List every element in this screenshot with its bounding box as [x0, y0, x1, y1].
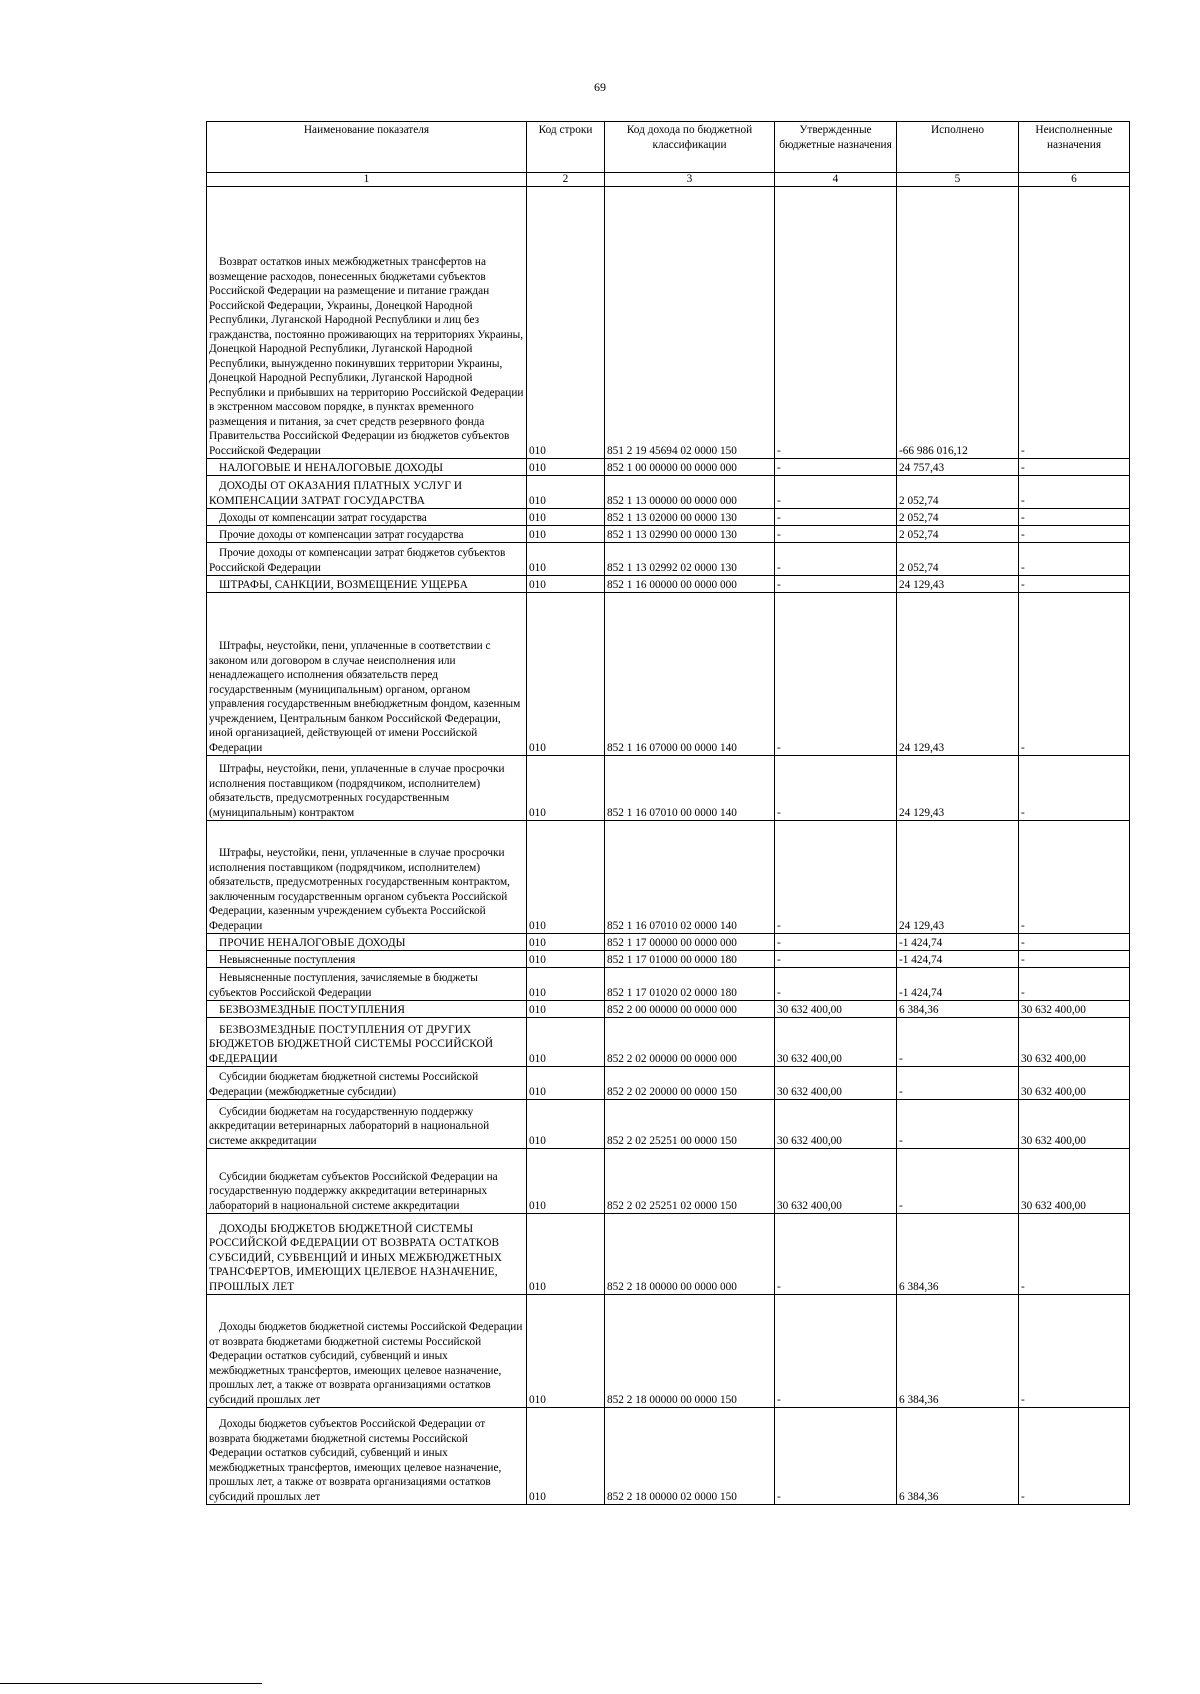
row-income-code: 852 2 00 00000 00 0000 000 — [605, 1001, 775, 1018]
row-unexecuted: 30 632 400,00 — [1019, 1001, 1130, 1018]
row-approved: - — [775, 934, 897, 951]
row-name: Доходы от компенсации затрат государства — [207, 509, 527, 526]
budget-execution-table — [206, 121, 1130, 1505]
header-executed: Исполнено — [897, 122, 1019, 173]
page-number: 69 — [594, 80, 606, 94]
row-executed: -66 986 016,12 — [897, 187, 1019, 459]
row-name: Субсидии бюджетам на государственную поддержку аккредитации ветеринарных лабораторий в национальной системе аккредитации — [207, 1100, 527, 1149]
header-unexecuted: Неисполненные назначения — [1019, 122, 1130, 173]
column-number: 5 — [897, 173, 1019, 187]
row-approved: - — [775, 476, 897, 509]
table-row — [207, 1295, 1130, 1408]
row-line-code: 010 — [527, 1408, 605, 1505]
row-unexecuted: - — [1019, 593, 1130, 756]
row-unexecuted: 30 632 400,00 — [1019, 1067, 1130, 1100]
row-executed: -1 424,74 — [897, 951, 1019, 968]
row-approved: 30 632 400,00 — [775, 1149, 897, 1214]
row-line-code: 010 — [527, 1295, 605, 1408]
row-unexecuted: - — [1019, 476, 1130, 509]
table-row — [207, 821, 1130, 934]
row-income-code: 852 2 18 00000 02 0000 150 — [605, 1408, 775, 1505]
row-executed: -1 424,74 — [897, 934, 1019, 951]
table-row — [207, 1018, 1130, 1067]
row-approved: - — [775, 509, 897, 526]
row-line-code: 010 — [527, 934, 605, 951]
row-approved: 30 632 400,00 — [775, 1100, 897, 1149]
row-income-code: 852 1 16 07010 02 0000 140 — [605, 821, 775, 934]
row-executed: 6 384,36 — [897, 1214, 1019, 1295]
row-unexecuted: - — [1019, 756, 1130, 821]
row-unexecuted: - — [1019, 187, 1130, 459]
row-income-code: 852 2 02 00000 00 0000 000 — [605, 1018, 775, 1067]
row-income-code: 852 1 17 01000 00 0000 180 — [605, 951, 775, 968]
row-name: Прочие доходы от компенсации затрат бюджетов субъектов Российской Федерации — [207, 543, 527, 576]
row-line-code: 010 — [527, 1100, 605, 1149]
row-line-code: 010 — [527, 821, 605, 934]
row-name: ШТРАФЫ, САНКЦИИ, ВОЗМЕЩЕНИЕ УЩЕРБА — [207, 576, 527, 593]
row-unexecuted: - — [1019, 968, 1130, 1001]
row-name: Субсидии бюджетам бюджетной системы Российской Федерации (межбюджетные субсидии) — [207, 1067, 527, 1100]
row-approved: - — [775, 593, 897, 756]
table-header-row — [207, 122, 1130, 173]
row-executed: - — [897, 1067, 1019, 1100]
column-number: 4 — [775, 173, 897, 187]
table-row — [207, 576, 1130, 593]
row-income-code: 852 2 18 00000 00 0000 150 — [605, 1295, 775, 1408]
table-row — [207, 526, 1130, 543]
table-row — [207, 951, 1130, 968]
row-name: Невыясненные поступления, зачисляемые в бюджеты субъектов Российской Федерации — [207, 968, 527, 1001]
row-line-code: 010 — [527, 1001, 605, 1018]
table-row — [207, 1149, 1130, 1214]
row-executed: - — [897, 1149, 1019, 1214]
column-number: 1 — [207, 173, 527, 187]
row-unexecuted: - — [1019, 509, 1130, 526]
row-income-code: 852 1 13 02000 00 0000 130 — [605, 509, 775, 526]
row-income-code: 852 2 02 25251 02 0000 150 — [605, 1149, 775, 1214]
row-line-code: 010 — [527, 756, 605, 821]
row-name: Невыясненные поступления — [207, 951, 527, 968]
row-line-code: 010 — [527, 1018, 605, 1067]
row-name: ДОХОДЫ ОТ ОКАЗАНИЯ ПЛАТНЫХ УСЛУГ И КОМПЕНСАЦИИ ЗАТРАТ ГОСУДАРСТВА — [207, 476, 527, 509]
row-executed: 2 052,74 — [897, 526, 1019, 543]
row-approved: - — [775, 968, 897, 1001]
table-row — [207, 934, 1130, 951]
row-approved: - — [775, 951, 897, 968]
row-approved: - — [775, 526, 897, 543]
row-name: Возврат остатков иных межбюджетных трансфертов на возмещение расходов, понесенных бюджетами субъектов Российской Федерации на размещение и питание граждан Российской Федерации, Украины, Донецкой Народной Республики, Луганской Народной Республики и лиц без гражданства, постоянно проживающих на территориях Украины, Донецкой Народной Республики, Луганской Народной Республики, вынужденно покинувших территории Украины, Донецкой Народной Республики, Луганской Народной Республики и прибывших на территорию Российской Федерации в экстренном массовом порядке, в пунктах временного размещения и питания, за счет средств резервного фонда Правительства Российской Федерации из бюджетов субъектов Российской Федерации — [207, 187, 527, 459]
header-approved: Утвержденные бюджетные назначения — [775, 122, 897, 173]
row-executed: 2 052,74 — [897, 476, 1019, 509]
table-row — [207, 593, 1130, 756]
row-approved: - — [775, 1295, 897, 1408]
row-executed: 24 757,43 — [897, 459, 1019, 476]
row-name: БЕЗВОЗМЕЗДНЫЕ ПОСТУПЛЕНИЯ ОТ ДРУГИХ БЮДЖЕТОВ БЮДЖЕТНОЙ СИСТЕМЫ РОССИЙСКОЙ ФЕДЕРАЦИИ — [207, 1018, 527, 1067]
row-income-code: 851 2 19 45694 02 0000 150 — [605, 187, 775, 459]
row-unexecuted: - — [1019, 543, 1130, 576]
row-executed: - — [897, 1018, 1019, 1067]
header-line-code: Код строки — [527, 122, 605, 173]
row-line-code: 010 — [527, 1214, 605, 1295]
table-row — [207, 187, 1130, 459]
row-name: Доходы бюджетов субъектов Российской Федерации от возврата бюджетами бюджетной системы Российской Федерации остатков субсидий, субвенций и иных межбюджетных трансфертов, имеющих целевое назначение, прошлых лет, а также от возврата организациями остатков субсидий прошлых лет — [207, 1408, 527, 1505]
row-income-code: 852 1 16 07000 00 0000 140 — [605, 593, 775, 756]
row-line-code: 010 — [527, 476, 605, 509]
row-executed: -1 424,74 — [897, 968, 1019, 1001]
row-executed: 24 129,43 — [897, 821, 1019, 934]
row-executed: 6 384,36 — [897, 1295, 1019, 1408]
table-row — [207, 1001, 1130, 1018]
row-line-code: 010 — [527, 459, 605, 476]
table-row — [207, 459, 1130, 476]
row-line-code: 010 — [527, 1067, 605, 1100]
row-executed: - — [897, 1100, 1019, 1149]
row-executed: 24 129,43 — [897, 576, 1019, 593]
row-line-code: 010 — [527, 543, 605, 576]
column-number: 3 — [605, 173, 775, 187]
row-name: Субсидии бюджетам субъектов Российской Федерации на государственную поддержку аккредитации ветеринарных лабораторий в национальной системе аккредитации — [207, 1149, 527, 1214]
table-row — [207, 509, 1130, 526]
row-unexecuted: 30 632 400,00 — [1019, 1018, 1130, 1067]
table-row — [207, 543, 1130, 576]
row-line-code: 010 — [527, 509, 605, 526]
row-unexecuted: 30 632 400,00 — [1019, 1100, 1130, 1149]
table-row — [207, 1100, 1130, 1149]
table-row — [207, 1067, 1130, 1100]
row-unexecuted: - — [1019, 934, 1130, 951]
table-row — [207, 1214, 1130, 1295]
header-indicator-name: Наименование показателя — [207, 122, 527, 173]
row-approved: - — [775, 756, 897, 821]
row-name: Штрафы, неустойки, пени, уплаченные в случае просрочки исполнения поставщиком (подрядчиком, исполнителем) обязательств, предусмотренных государственным (муниципальным) контрактом — [207, 756, 527, 821]
row-income-code: 852 1 16 07010 00 0000 140 — [605, 756, 775, 821]
row-executed: 2 052,74 — [897, 543, 1019, 576]
row-name: ДОХОДЫ БЮДЖЕТОВ БЮДЖЕТНОЙ СИСТЕМЫ РОССИЙСКОЙ ФЕДЕРАЦИИ ОТ ВОЗВРАТА ОСТАТКОВ СУБСИДИЙ, СУБВЕНЦИЙ И ИНЫХ МЕЖБЮДЖЕТНЫХ ТРАНСФЕРТОВ, ИМЕЮЩИХ ЦЕЛЕВОЕ НАЗНАЧЕНИЕ, ПРОШЛЫХ ЛЕТ — [207, 1214, 527, 1295]
row-unexecuted: - — [1019, 821, 1130, 934]
row-line-code: 010 — [527, 576, 605, 593]
table-row — [207, 476, 1130, 509]
row-income-code: 852 1 13 02992 02 0000 130 — [605, 543, 775, 576]
row-income-code: 852 1 17 01020 02 0000 180 — [605, 968, 775, 1001]
row-approved: - — [775, 1214, 897, 1295]
row-unexecuted: - — [1019, 1295, 1130, 1408]
row-name: НАЛОГОВЫЕ И НЕНАЛОГОВЫЕ ДОХОДЫ — [207, 459, 527, 476]
row-name: Штрафы, неустойки, пени, уплаченные в случае просрочки исполнения поставщиком (подрядчиком, исполнителем) обязательств, предусмотренных государственным контрактом, заключенным государственным органом субъекта Российской Федерации, казенным учреждением субъекта Российской Федерации — [207, 821, 527, 934]
row-income-code: 852 1 16 00000 00 0000 000 — [605, 576, 775, 593]
row-unexecuted: - — [1019, 459, 1130, 476]
row-executed: 24 129,43 — [897, 593, 1019, 756]
table-row — [207, 756, 1130, 821]
header-income-code: Код дохода по бюджетной классификации — [605, 122, 775, 173]
row-line-code: 010 — [527, 951, 605, 968]
row-line-code: 010 — [527, 526, 605, 543]
row-name: ПРОЧИЕ НЕНАЛОГОВЫЕ ДОХОДЫ — [207, 934, 527, 951]
row-unexecuted: - — [1019, 951, 1130, 968]
footer-rule — [0, 1683, 262, 1684]
row-income-code: 852 2 18 00000 00 0000 000 — [605, 1214, 775, 1295]
column-number: 6 — [1019, 173, 1130, 187]
row-unexecuted: - — [1019, 576, 1130, 593]
row-approved: - — [775, 821, 897, 934]
row-name: Доходы бюджетов бюджетной системы Российской Федерации от возврата бюджетами бюджетной системы Российской Федерации остатков субсидий, субвенций и иных межбюджетных трансфертов, имеющих целевое назначение, прошлых лет, а также от возврата организациями остатков субсидий прошлых лет — [207, 1295, 527, 1408]
row-income-code: 852 1 00 00000 00 0000 000 — [605, 459, 775, 476]
row-approved: - — [775, 187, 897, 459]
row-unexecuted: - — [1019, 526, 1130, 543]
row-income-code: 852 1 13 02990 00 0000 130 — [605, 526, 775, 543]
row-executed: 6 384,36 — [897, 1408, 1019, 1505]
row-approved: - — [775, 576, 897, 593]
table-row — [207, 968, 1130, 1001]
row-line-code: 010 — [527, 1149, 605, 1214]
row-income-code: 852 2 02 25251 00 0000 150 — [605, 1100, 775, 1149]
row-income-code: 852 1 13 00000 00 0000 000 — [605, 476, 775, 509]
row-income-code: 852 1 17 00000 00 0000 000 — [605, 934, 775, 951]
row-executed: 6 384,36 — [897, 1001, 1019, 1018]
row-approved: 30 632 400,00 — [775, 1018, 897, 1067]
column-number-row — [207, 173, 1130, 187]
row-executed: 2 052,74 — [897, 509, 1019, 526]
row-unexecuted: 30 632 400,00 — [1019, 1149, 1130, 1214]
row-approved: - — [775, 1408, 897, 1505]
column-number: 2 — [527, 173, 605, 187]
table-row — [207, 1408, 1130, 1505]
row-line-code: 010 — [527, 187, 605, 459]
row-approved: 30 632 400,00 — [775, 1001, 897, 1018]
row-line-code: 010 — [527, 593, 605, 756]
row-executed: 24 129,43 — [897, 756, 1019, 821]
row-approved: 30 632 400,00 — [775, 1067, 897, 1100]
row-name: Прочие доходы от компенсации затрат государства — [207, 526, 527, 543]
row-approved: - — [775, 459, 897, 476]
row-name: Штрафы, неустойки, пени, уплаченные в соответствии с законом или договором в случае неисполнения или ненадлежащего исполнения обязательств перед государственным (муниципальным) органом, органом управления государственным внебюджетным фондом, казенным учреждением, Центральным банком Российской Федерации, иной организацией, действующей от имени Российской Федерации — [207, 593, 527, 756]
row-income-code: 852 2 02 20000 00 0000 150 — [605, 1067, 775, 1100]
row-unexecuted: - — [1019, 1214, 1130, 1295]
row-approved: - — [775, 543, 897, 576]
row-line-code: 010 — [527, 968, 605, 1001]
row-unexecuted: - — [1019, 1408, 1130, 1505]
row-name: БЕЗВОЗМЕЗДНЫЕ ПОСТУПЛЕНИЯ — [207, 1001, 527, 1018]
